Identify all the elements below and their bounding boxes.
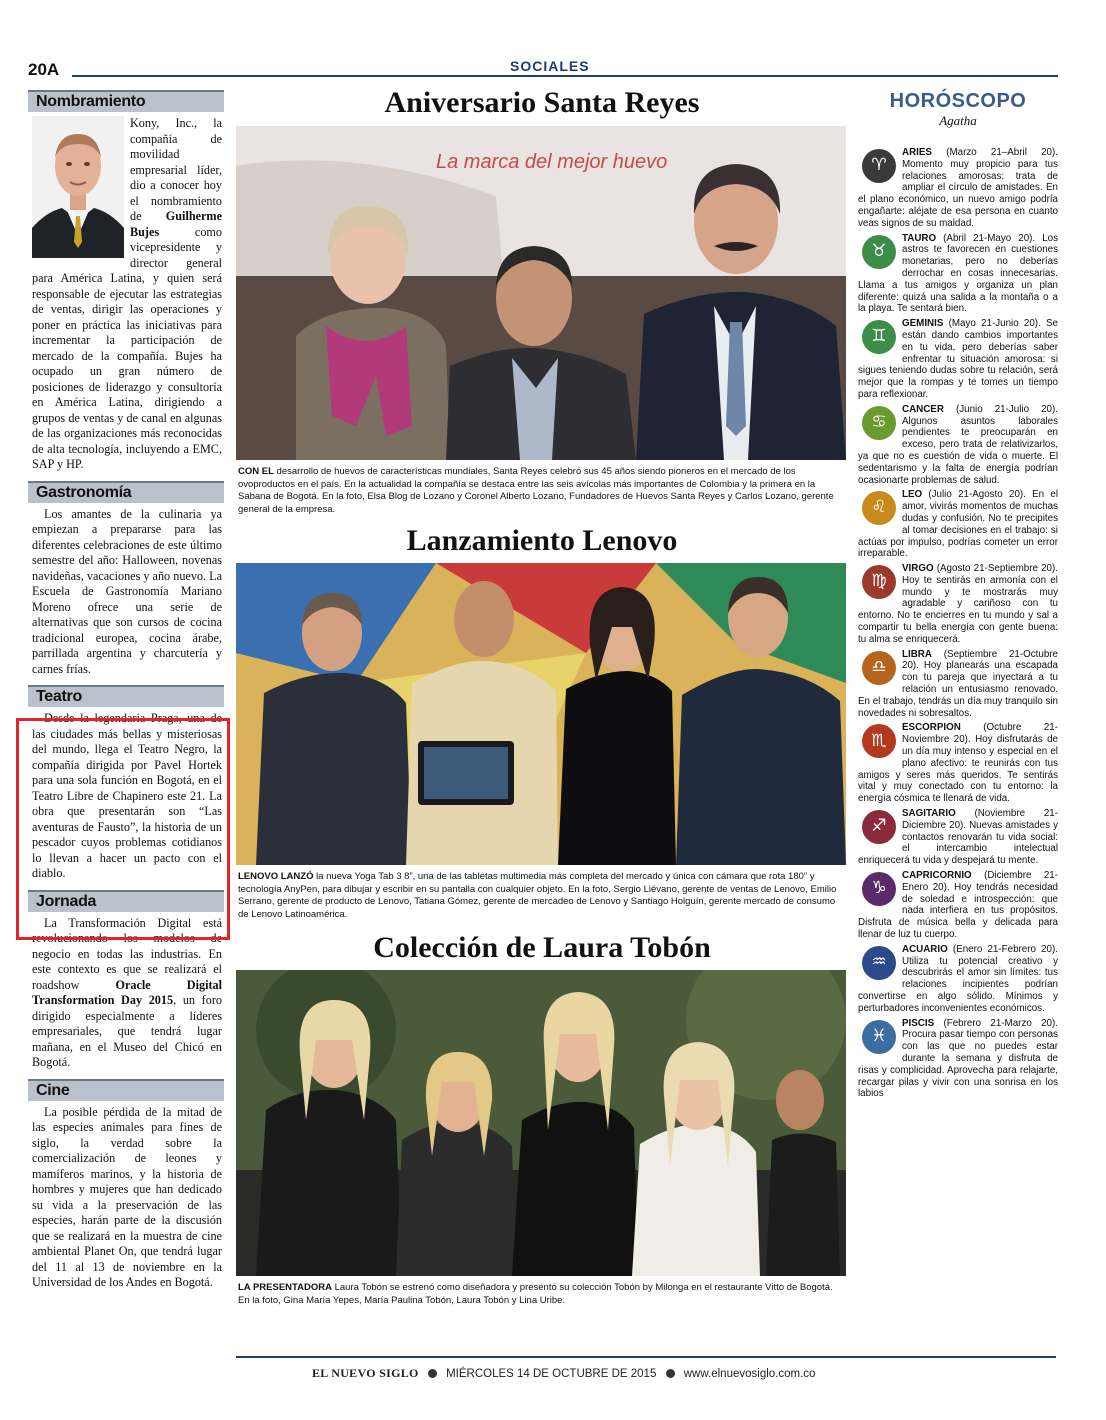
horoscope-sign-libra [858,649,1058,720]
footer-date: MIÉRCOLES 14 DE OCTUBRE DE 2015 [446,1368,657,1380]
page-footer [236,1356,1056,1386]
capricornio-zodiac-icon: ♑ [862,872,896,906]
horoscope-sign-escorpion [858,722,1058,805]
sign-name: GEMINIS [902,318,944,330]
jornada-text-a: La Transformación Digital está revolucionando los modelos de negocio en todas las industrias. En este contexto es que se realizará el roadshow [32,915,222,992]
sign-name: PISCIS [902,1017,935,1029]
story-photo [236,563,846,865]
sign-text: (Junio 21-Julio 20). Algunos asuntos laborales pendientes te preocuparán en exceso, pero trata de relativizarlos, ya que no es cuestión de vida o muerte. El sedentarismo y la falta de energía podrían ocasionarte problemas de salud. [858,403,1058,486]
banner-text: La marca del mejor huevo [436,151,668,173]
jornada-text-b: , un foro dirigido especialmente a líderes empresariales, que tendrá lugar mañana, en el Museo del Chicó en Bogotá. [32,993,222,1069]
piscis-zodiac-icon: ♓ [862,1020,896,1054]
sign-name: LIBRA [902,648,932,660]
caption-text: Laura Tobón se estrenó como diseñadora y presentó su colección Tobón by Milonga en el restaurante Vitto de Bogotá. En la foto, Gina María Yepes, María Paulina Tobón, Laura Tobón y Lina Uribe. [238,1282,833,1306]
story-caption [236,1276,848,1311]
sign-name: ARIES [902,147,932,158]
jornada-event: Oracle Digital Transformation Day 2015 [32,977,222,1007]
nombramiento-text-b: como vicepresidente y director general para América Latina, y quien será responsable de ejecutar las estrategias de ventas, dirigir las operaciones y poner en práctica las iniciativas para incrementar la participación de mercado de la compañía. Bujes ha ocupado un gran número de posiciones de liderazgo y consultoría en América Latina, dirigiendo a grupos de ventas y de canal en algunas de las organizaciones más reconocidas de alta tecnología, incluyendo a EMC, SAP y HP. [32,224,222,471]
appointee-name: Guilherme Bujes [130,209,222,239]
sign-name: ESCORPION [902,722,961,734]
section-name: SOCIALES [498,58,602,74]
horoscope-sign-capricornio [858,870,1058,941]
sign-text: (Marzo 21–Abril 20). Momento muy propicio para tus relaciones amorosas: trata de ampliar el círculo de amistades. En el plano económico, un nuevo amigo podría engañarte: aléjate de esa persona en cuanto veas signos de su maldad. [858,147,1058,229]
sign-text: (Abril 21-Mayo 20). Los astros te favorecen en cuestiones monetarias, pero no deberías derrochar en cosas innecesarias. Llama a tus amigos y organiza un plan diferente: quizá una salida a la montaña o a la playa. Te sentará bien. [858,232,1058,315]
horoscope-signs [858,147,1058,1100]
story-lenovo [236,522,848,925]
page-header [28,58,1058,84]
teatro-text: Desde la legendaria Praga, una de las ciudades más bellas y misteriosas del mundo, llega el Teatro Negro, la compañía dirigida por Pavel Hortek para una sola función en Bogotá, en el Teatro Libre de Chapinero este 21. La obra que presentarán son “Las aventuras de Fausto”, la historia de un pescador cuyos problemas cotidianos lo llevan a hacer un pacto con el diablo. [32,711,222,880]
brief-nombramiento [28,90,224,481]
bullet-icon [428,1369,437,1378]
story-caption [236,460,848,520]
caption-text: desarrollo de huevos de características mundiales, Santa Reyes celebró sus 45 años siendo pioneros en el mercado de los ovoproductos en el país. En la actualidad la compañía se destaca entre las seis avícolas más importantes de Colombia y la primera en la Sabana de Bogotá. En la foto, Elsa Blog de Lozano y Coronel Alberto Lozano, Fundadores de Huevos Santa Reyes y Carlos Lozano, gerente general de la empresa. [238,466,834,515]
gastronomia-text: Los amantes de la culinaria ya empiezan a prepararse para las diferentes celebraciones de este último semestre del año: Halloween, novenas navideñas, vacaciones y año nuevo. La Escuela de Gastronomía Mariano Moreno ofrece una serie de alternativas que son cursos de cocina tradicional europea, cocina árabe, parrillada argentina y charcutería y carnes frías. [32,506,222,676]
sign-name: CAPRICORNIO [902,870,972,882]
sign-name: CANCER [902,403,944,415]
horoscope-sign-aries [858,147,1058,230]
sign-text: (Octubre 21-Noviembre 20). Hoy disfrutarás de un día muy intenso y especial en el plano afectivo: te reunirás con tus amigos y seres más queridos. Te sentirás vital y muy conectado con tu entorno: la energía cósmica te llenará de vida. [858,722,1058,805]
footer-url: www.elnuevosiglo.com.co [683,1368,816,1380]
sign-name: LEO [902,489,923,501]
horoscope-sign-geminis [858,318,1058,401]
section-tag-nombramiento: Nombramiento [28,90,224,112]
caption-text: la nueva Yoga Tab 3 8”, una de las tabletas multimedia más completa del mercado y única con cámara que rota 180” y tecnología AnyPen, para dibujar y escribir en su pantalla con cualquier objeto. En la foto, Sergio Liévano, gerente de ventas de Lenovo, Emilio Serrano, gerente de producto de Lenovo, Tatiana Gómez, gerente de mercadeo de Lenovo y Santiago Holguín, gerente mercado de consumo de Lenovo Latinoamérica. [238,871,837,920]
brief-cine [28,1079,224,1299]
section-tag-cine: Cine [28,1079,224,1101]
briefs-column [28,90,224,1299]
newspaper-brand: EL NUEVO SIGLO [312,1366,419,1380]
virgo-zodiac-icon: ♍ [862,565,896,599]
sign-text: (Enero 21-Febrero 20). Utiliza tu potencial creativo y descubrirás el amor sin límites: tus relaciones incipientes podrían convertirse en algo sólido. Mínimos y perturbadores inconvenientes económicos. [858,943,1058,1014]
section-tag-jornada: Jornada [28,890,224,912]
story-title: Lanzamiento Lenovo [406,524,678,557]
horoscope-author: Agatha [939,113,977,128]
sign-text: (Febrero 21-Marzo 20). Procura pasar tiempo con personas con las que no puedes estar durante la semana y disfruta de risas y complicidad. Aprovecha para relajarte, recargar pilas y vivir con una sonrisa en los labios [858,1017,1058,1100]
story-laura-tobon [236,929,848,1311]
sign-text: (Diciembre 21-Enero 20). Hoy tendrás necesidad de soledad e introspección: que nada interfiera en tus propósitos. Disfruta de música bella y delicada para llenar de luz tu cuerpo. [858,870,1058,940]
sign-text: (Agosto 21-Septiembre 20). Hoy te sentirás en armonía con el mundo y te mostrarás muy agradable y cariñoso con tu entorno. No te encierres en tu mundo y sal a compartir tu bella energía con gente buena: tu alma se enriquecerá. [858,563,1058,645]
photo-stories-column [236,84,848,1311]
sign-text: (Noviembre 21-Diciembre 20). Nuevas amistades y contactos renovarán tu vida social: el intercambio intelectual enriquecerá tu vida y despejará tu mente. [858,808,1058,867]
story-caption [236,865,848,925]
bullet-icon [666,1369,675,1378]
cancer-zodiac-icon: ♋ [862,406,896,440]
highlight-box [16,718,230,940]
story-title: Colección de Laura Tobón [373,931,711,964]
story-photo [236,126,846,460]
geminis-zodiac-icon: ♊ [862,320,896,354]
sign-text: (Mayo 21-Junio 20). Se están dando cambios importantes en tu vida, pero deberías saber enfrentar tu situación amorosa: si sigues teniendo dudas sobre tu relación, será mejor que la rompas y te tomes un tiempo para reflexionar. [858,318,1058,400]
libra-zodiac-icon: ♎ [862,651,896,685]
story-title: Aniversario Santa Reyes [384,86,700,119]
acuario-zodiac-icon: ♒ [862,946,896,980]
cine-text: La posible pérdida de la mitad de las especies animales para fines de siglo, la verdad sobre la comercialización de leones y mamíferos marinos, y la historia de hombres y mujeres que han dedicado su vida a la preservación de las especies, harán parte de la discusión que se realizará en la muestra de cine ambiental Planet On, que tendrá lugar del 11 al 13 de noviembre en la Universidad de los Andes en Bogotá. [32,1104,222,1289]
aries-zodiac-icon: ♈ [862,149,896,183]
nombramiento-text-a: Kony, Inc., la compañía de movilidad empresarial líder, dio a conocer hoy el nombramiento de [130,116,222,223]
sign-name: VIRGO [902,563,934,575]
section-tag-gastronomia: Gastronomía [28,481,224,503]
horoscope-sign-tauro [858,233,1058,316]
sign-text: (Septiembre 21-Octubre 20). Hoy planearás una escapada con tu pareja que inyectará a tu relación un entusiasmo renovado. En el trabajo, tendrás un día muy tranquilo sin novedades ni sobresaltos. [858,648,1058,719]
page-number: 20A [28,60,60,79]
sign-text: (Julio 21-Agosto 20). En el amor, vivirás momentos de muchas dudas y confusión. No te precipites al tomar decisiones en el trabajo: si actúas por impulso, podrías cometer un error irreparable. [858,489,1058,560]
sign-name: ACUARIO [902,943,948,955]
leo-zodiac-icon: ♌ [862,491,896,525]
brief-gastronomia [28,481,224,686]
horoscope-title: HORÓSCOPO [889,90,1027,112]
header-rule [72,75,1058,77]
sign-name: TAURO [902,232,937,244]
horoscope-sign-virgo [858,563,1058,646]
caption-lead: CON EL [238,466,274,477]
horoscope-sign-acuario [858,944,1058,1015]
horoscope-sign-cancer [858,404,1058,487]
caption-lead: LENOVO LANZÓ [238,871,314,882]
tauro-zodiac-icon: ♉ [862,235,896,269]
story-santa-reyes [236,84,848,520]
sign-name: SAGITARIO [902,808,956,820]
escorpion-zodiac-icon: ♏ [862,724,896,758]
caption-lead: LA PRESENTADORA [238,1282,332,1293]
horoscope-sign-piscis [858,1018,1058,1101]
horoscope-sign-sagitario [858,808,1058,867]
horoscope-sign-leo [858,489,1058,560]
portrait-photo [32,116,124,258]
section-tag-teatro: Teatro [28,685,224,707]
sagitario-zodiac-icon: ♐ [862,810,896,844]
horoscope-column [858,90,1058,1103]
story-photo [236,970,846,1276]
